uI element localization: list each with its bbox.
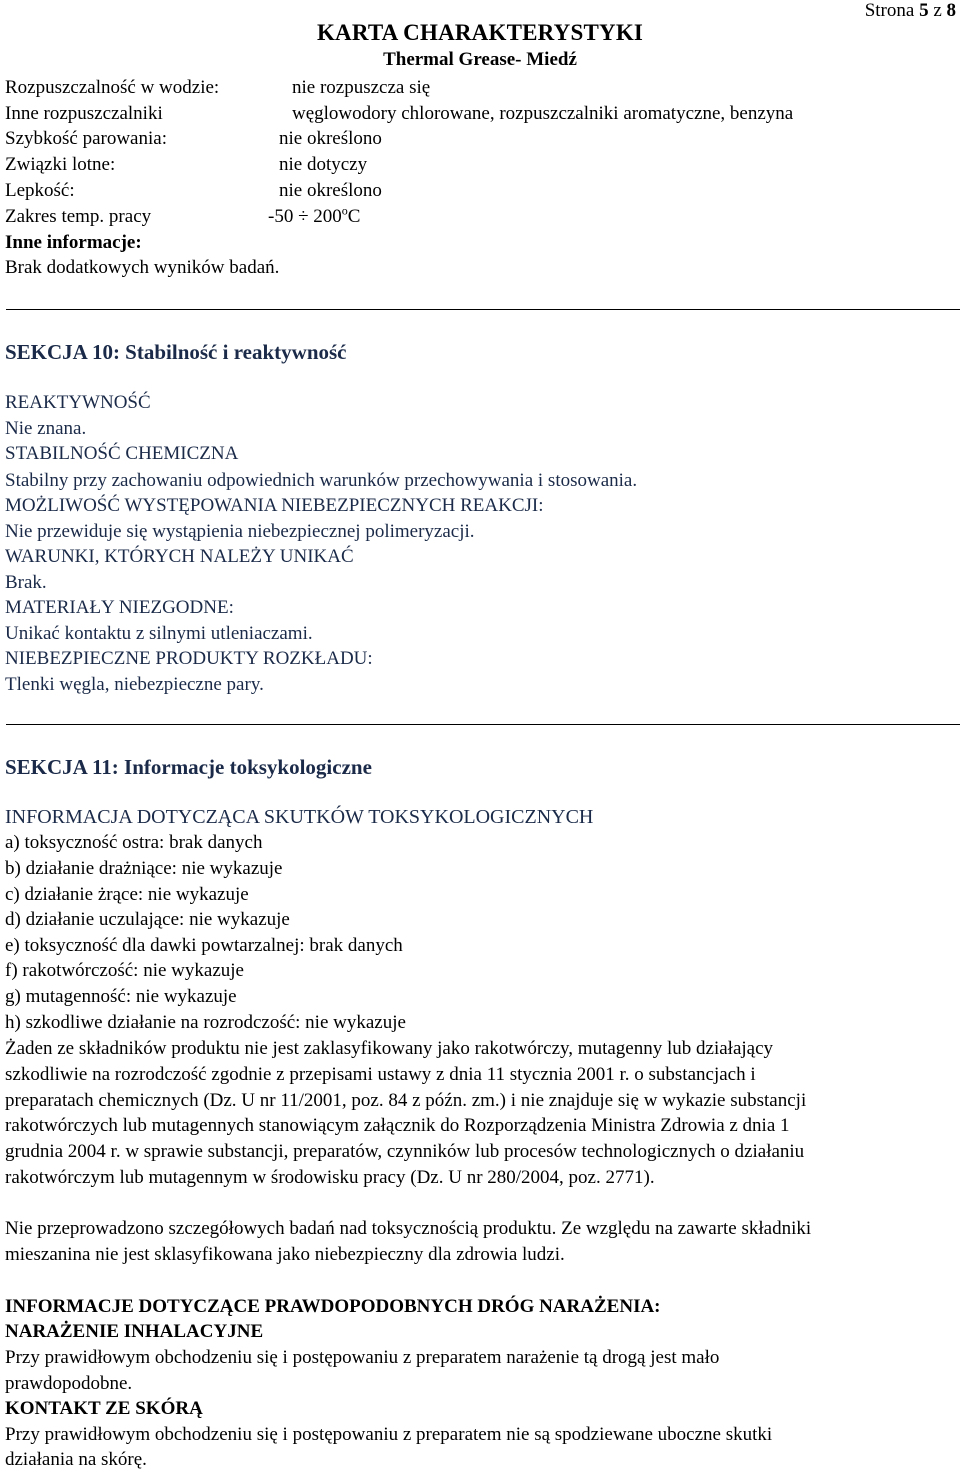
legal-line: rakotwórczych lub mutagennych stanowiącym załącznik do Rozporządzenia Ministra Zdrowia z dnia 1 [5,1115,790,1136]
tox-item: c) działanie żrące: nie wykazuje [5,884,249,905]
reactivity-heading: REAKTYWNOŚĆ [5,392,151,413]
skin-line: Przy prawidłowym obchodzeniu się i postępowaniu z preparatem nie są spodziewane uboczne skutki [5,1424,773,1445]
hazard-reactions-heading: MOŻLIWOŚĆ WYSTĘPOWANIA NIEBEZPIECZNYCH REAKCJI: [5,495,544,516]
inhalation-line: Przy prawidłowym obchodzeniu się i postępowaniu z preparatem narażenie tą drogą jest mało [5,1347,720,1368]
tox-item: f) rakotwórczość: nie wykazuje [5,960,244,981]
legal-line: szkodliwie na rozrodczość zgodnie z przepisami ustawy z dnia 11 stycznia 2001 r. o substancjach i [5,1064,756,1085]
tox-item: h) szkodliwe działanie na rozrodczość: nie wykazuje [5,1012,406,1033]
decomposition-text: Tlenki węgla, niebezpieczne pary. [5,674,264,695]
section-10-title: SEKCJA 10: Stabilność i reaktywność [5,340,347,364]
study-line: Nie przeprowadzono szczegółowych badań nad toksycznością produktu. Ze względu na zawarte składniki [5,1218,812,1239]
hazard-reactions-text: Nie przewiduje się wystąpienia niebezpiecznej polimeryzacji. [5,521,475,542]
property-label: Lepkość: [5,180,75,201]
other-info-heading: Inne informacje: [5,232,142,253]
incompatible-text: Unikać kontaktu z silnymi utleniaczami. [5,623,313,644]
property-value: nie określono [279,180,382,201]
property-label: Inne rozpuszczalniki [5,103,163,124]
legal-line: Żaden ze składników produktu nie jest zaklasyfikowany jako rakotwórczy, mutagenny lub działający [5,1038,774,1059]
avoid-heading: WARUNKI, KTÓRYCH NALEŻY UNIKAĆ [5,546,354,567]
tox-item: a) toksyczność ostra: brak danych [5,832,263,853]
property-label: Zakres temp. pracy [5,206,152,227]
document-title: KARTA CHARAKTERYSTYKI [316,20,644,45]
property-value: nie rozpuszcza się [292,77,431,98]
tox-item: b) działanie drażniące: nie wykazuje [5,858,283,879]
tox-item: d) działanie uczulające: nie wykazuje [5,909,290,930]
product-name: Thermal Grease- Miedź [383,49,577,70]
property-value: węglowodory chlorowane, rozpuszczalniki aromatyczne, benzyna [292,103,794,124]
property-value: nie dotyczy [279,154,368,175]
stability-heading: STABILNOŚĆ CHEMICZNA [5,443,239,464]
exposure-heading: INFORMACJE DOTYCZĄCE PRAWDOPODOBNYCH DRÓG NARAŻENIA: [5,1296,661,1317]
reactivity-text: Nie znana. [5,418,87,439]
incompatible-heading: MATERIAŁY NIEZGODNE: [5,597,234,618]
other-info-text: Brak dodatkowych wyników badań. [5,257,280,278]
page-number-separator: z [933,0,942,21]
legal-line: preparatach chemicznych (Dz. U nr 11/2001, poz. 84 z późn. zm.) i nie znajduje się w wykazie substancji [5,1090,807,1111]
stability-text: Stabilny przy zachowaniu odpowiednich warunków przechowywania i stosowania. [5,470,638,491]
skin-heading: KONTAKT ZE SKÓRĄ [5,1398,203,1419]
decomposition-heading: NIEBEZPIECZNE PRODUKTY ROZKŁADU: [5,648,373,669]
property-label: Rozpuszczalność w wodzie: [5,77,220,98]
legal-line: grudnia 2004 r. w sprawie substancji, preparatów, czynników lub procesów technologicznych o działaniu [5,1141,805,1162]
inhalation-line: prawdopodobne. [5,1373,133,1394]
page-number-prefix: Strona [864,0,915,21]
property-label: Szybkość parowania: [5,128,167,149]
page-number-current: 5 [919,0,929,21]
tox-heading: INFORMACJA DOTYCZĄCA SKUTKÓW TOKSYKOLOGICZNYCH [5,806,594,828]
tox-item: g) mutagenność: nie wykazuje [5,986,237,1007]
section-divider [6,724,960,725]
page-number [865,0,956,22]
property-value: nie określono [279,128,382,149]
study-line: mieszanina nie jest sklasyfikowana jako niebezpieczny dla zdrowia ludzi. [5,1244,565,1265]
avoid-text: Brak. [5,572,47,593]
tox-item: e) toksyczność dla dawki powtarzalnej: brak danych [5,935,403,956]
property-value: $-50 \div 200^oC$ [268,203,361,227]
section-divider [6,309,960,310]
property-label: Związki lotne: [5,154,116,175]
skin-line: działania na skórę. [5,1449,147,1470]
section-11-title: SEKCJA 11: Informacje toksykologiczne [5,755,372,779]
page-number-total: 8 [946,0,956,21]
inhalation-heading: NARAŻENIE INHALACYJNE [5,1321,264,1342]
legal-line: rakotwórczym lub mutagennym w środowisku pracy (Dz. U nr 280/2004, poz. 2771). [5,1167,655,1188]
